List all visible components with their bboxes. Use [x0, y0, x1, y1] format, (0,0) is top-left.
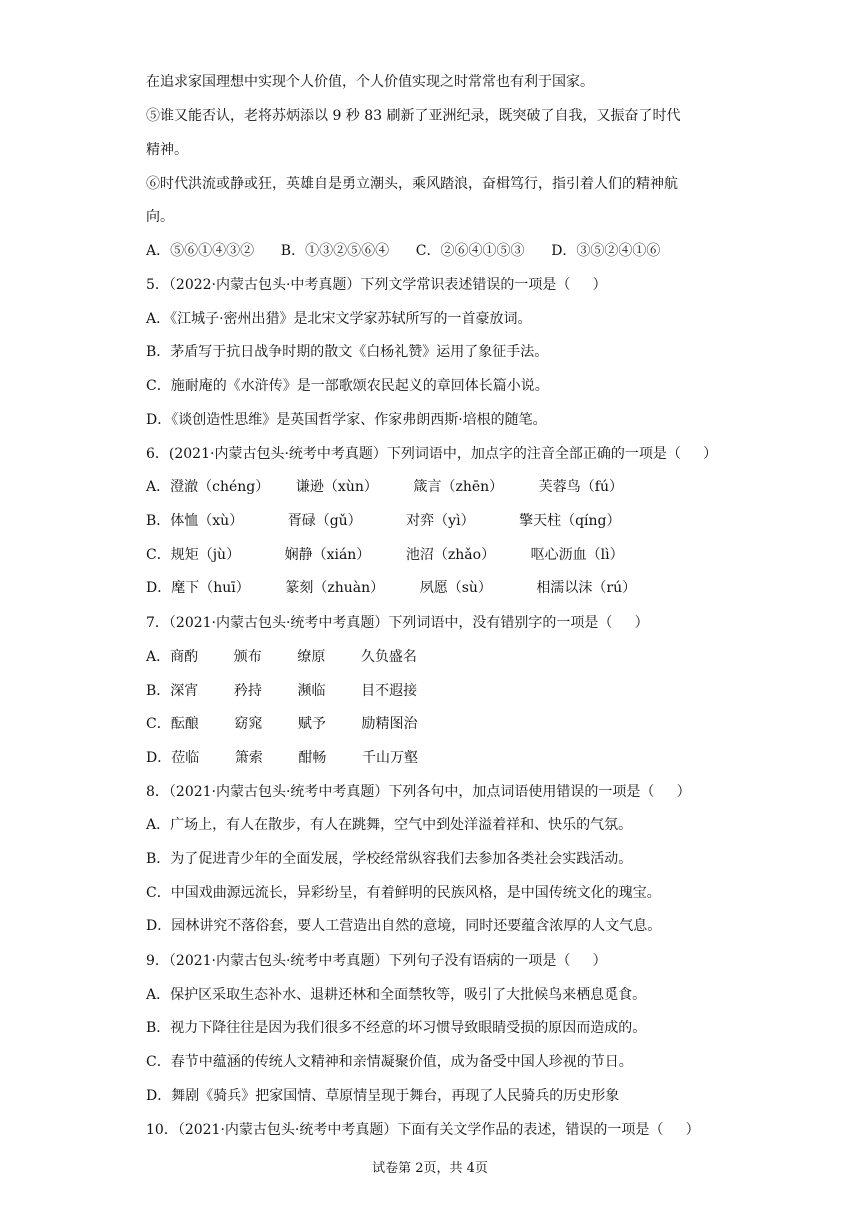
- answer-options: A．⑤⑥①④③② B．①③②⑤⑥④ C．②⑥④①⑤③ D．③⑤②④①⑥: [146, 243, 661, 259]
- text-line: 向。: [146, 209, 174, 225]
- option-line: B．为了促进青少年的全面发展，学校经常纵容我们去参加各类社会实践活动。: [146, 851, 633, 867]
- text-line: ⑥时代洪流或静或狂，英雄自是勇立潮头，乘风踏浪，奋楫笃行，指引着人们的精神航: [146, 176, 678, 192]
- option-line: A．《江城子·密州出猎》是北宋文学家苏轼所写的一首豪放词。: [146, 311, 532, 327]
- option-line: C．规矩（jù） 娴静（xián） 池沼（zhǎo） 呕心沥血（lì）: [146, 547, 624, 563]
- option-line: D．《谈创造性思维》是英国哲学家、作家弗朗西斯·培根的随笔。: [146, 412, 547, 428]
- option-line: C．春节中蕴涵的传统人文精神和亲情凝聚价值，成为备受中国人珍视的节日。: [146, 1054, 633, 1070]
- option-line: A．保护区采取生态补水、退耕还林和全面禁牧等，吸引了大批候鸟来栖息觅食。: [146, 987, 647, 1003]
- option-line: C．中国戏曲源远流长，异彩纷呈，有着鲜明的民族风格，是中国传统文化的瑰宝。: [146, 885, 661, 901]
- option-line: B．体恤（xù） 胥碌（gǔ） 对弈（yì） 擎天柱（qíng）: [146, 513, 621, 529]
- question-9-stem: 9．（2021·内蒙古包头·统考中考真题）下列句子没有语病的一项是（ ）: [146, 953, 607, 969]
- option-line: D．莅临 箫索 酣畅 千山万壑: [146, 750, 419, 766]
- option-line: A．广场上，有人在散步，有人在跳舞，空气中到处洋溢着祥和、快乐的气氛。: [146, 817, 633, 833]
- text-line: 精神。: [146, 142, 188, 158]
- question-7-stem: 7．（2021·内蒙古包头·统考中考真题）下列词语中，没有错别字的一项是（ ）: [146, 615, 649, 631]
- option-line: A．商酌 颁布 缭原 久负盛名: [146, 649, 417, 665]
- option-line: C．施耐庵的《水浒传》是一部歌颂农民起义的章回体长篇小说。: [146, 378, 549, 394]
- text-line: ⑤谁又能否认，老将苏炳添以 9 秒 83 刷新了亚洲纪录，既突破了自我，又振奋了时代: [146, 108, 681, 124]
- page-footer: 试卷第 2页，共 4页: [372, 1161, 488, 1176]
- question-10-stem: 10．（2021·内蒙古包头·统考中考真题）下面有关文学作品的表述，错误的一项是（ ）: [146, 1122, 700, 1138]
- question-6-stem: 6．(2021·内蒙古包头·统考中考真题）下列词语中，加点字的注音全部正确的一项是（ ）: [146, 446, 718, 462]
- option-line: C．酝酿 窈窕 赋予 励精图治: [146, 716, 418, 732]
- option-line: D．麾下（huī） 篆刻（zhuàn） 夙愿（sù） 相濡以沫（rú）: [146, 580, 637, 596]
- question-5-stem: 5．（2022·内蒙古包头·中考真题）下列文学常识表述错误的一项是（ ）: [146, 277, 607, 293]
- option-line: D．舞剧《骑兵》把家国情、草原情呈现于舞台，再现了人民骑兵的历史形象: [146, 1088, 620, 1104]
- question-8-stem: 8．（2021·内蒙古包头·统考中考真题）下列各句中，加点词语使用错误的一项是（ ）: [146, 784, 691, 800]
- option-line: A．澄澈（chéng） 谦逊（xùn） 箴言（zhēn） 芙蓉鸟（fú）: [146, 479, 623, 495]
- option-line: B．深宵 矜持 濒临 目不遐接: [146, 683, 418, 699]
- option-line: B．茅盾写于抗日战争时期的散文《白杨礼赞》运用了象征手法。: [146, 344, 549, 360]
- option-line: B．视力下降往往是因为我们很多不经意的坏习惯导致眼睛受损的原因而造成的。: [146, 1020, 647, 1036]
- option-line: D．园林讲究不落俗套，要人工营造出自然的意境，同时还要蕴含浓厚的人文气息。: [146, 918, 662, 934]
- text-line: 在追求家国理想中实现个人价值，个人价值实现之时常常也有利于国家。: [146, 74, 594, 90]
